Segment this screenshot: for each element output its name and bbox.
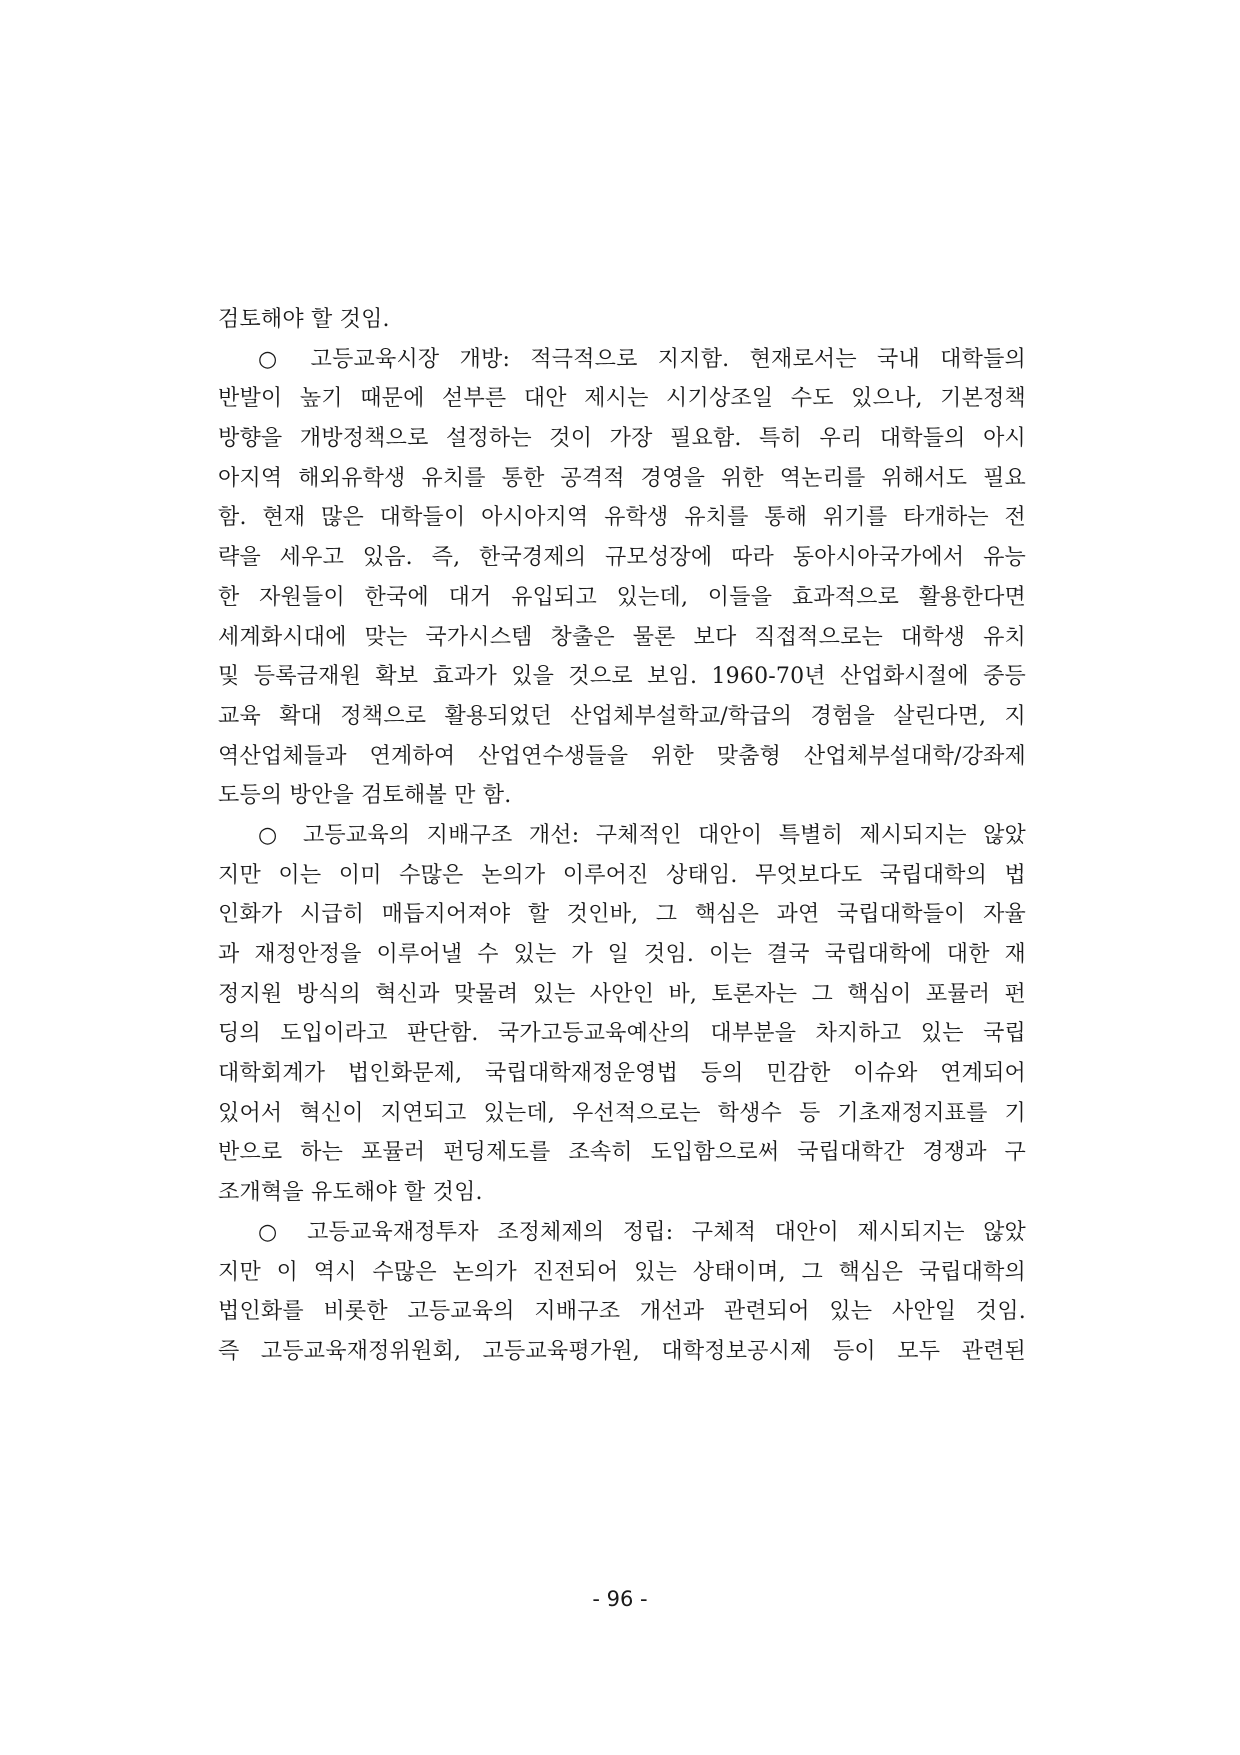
text-line: 세계화시대에 맞는 국가시스템 창출은 물론 보다 직접적으로는 대학생 유치 <box>218 624 1026 650</box>
page-number: - 96 - <box>592 1587 648 1611</box>
text-line: 방향을 개방정책으로 설정하는 것이 가장 필요함. 특히 우리 대학들의 아시 <box>218 426 1026 452</box>
text-line: 아지역 해외유학생 유치를 통한 공격적 경영을 위한 역논리를 위해서도 필요 <box>218 465 1026 491</box>
text-line: 검토해야 할 것임. <box>218 307 390 332</box>
text-line: 정지원 방식의 혁신과 맞물려 있는 사안인 바, 토론자는 그 핵심이 포뮬러 펀 <box>218 981 1026 1007</box>
text-line: 지만 이는 이미 수많은 논의가 이루어진 상태임. 무엇보다도 국립대학의 법 <box>218 862 1026 888</box>
text-line: 딩의 도입이라고 판단함. 국가고등교육예산의 대부분을 차지하고 있는 국립 <box>218 1021 1026 1047</box>
text-line: 교육 확대 정책으로 활용되었던 산업체부설학교/학급의 경험을 살린다면, 지 <box>218 703 1026 729</box>
text-line: 즉 고등교육재정위원회, 고등교육평가원, 대학정보공시제 등이 모두 관련된 <box>218 1338 1026 1364</box>
bullet-paragraph-opening-line: ○ 고등교육시장 개방: 적극적으로 지지함. 현재로서는 국내 대학들의 <box>258 346 1026 372</box>
text-line: 있어서 혁신이 지연되고 있는데, 우선적으로는 학생수 등 기초재정지표를 기 <box>218 1100 1026 1126</box>
text-line: 조개혁을 유도해야 할 것임. <box>218 1180 483 1206</box>
text-line: 함. 현재 많은 대학들이 아시아지역 유학생 유치를 통해 위기를 타개하는 전 <box>218 505 1026 531</box>
text-line: 법인화를 비롯한 고등교육의 지배구조 개선과 관련되어 있는 사안일 것임. <box>218 1299 1026 1325</box>
body-text <box>218 300 1026 1372</box>
text-line: 과 재정안정을 이루어낼 수 있는 가 일 것임. 이는 결국 국립대학에 대한 재 <box>218 942 1026 967</box>
text-line: 역산업체들과 연계하여 산업연수생들을 위한 맞춤형 산업체부설대학/강좌제 <box>218 743 1026 769</box>
text-line: 지만 이 역시 수많은 논의가 진전되어 있는 상태이며, 그 핵심은 국립대학의 <box>218 1259 1026 1285</box>
text-line: 대학회계가 법인화문제, 국립대학재정운영법 등의 민감한 이슈와 연계되어 <box>218 1061 1026 1087</box>
text-line: 및 등록금재원 확보 효과가 있을 것으로 보임. 1960-70년 산업화시절에 중등 <box>218 664 1026 690</box>
text-line: 한 자원들이 한국에 대거 유입되고 있는데, 이들을 효과적으로 활용한다면 <box>218 584 1026 610</box>
text-line: 반발이 높기 때문에 섣부른 대안 제시는 시기상조일 수도 있으나, 기본정책 <box>218 386 1026 412</box>
bullet-paragraph-opening-line: ○ 고등교육재정투자 조정체제의 정립: 구체적 대안이 제시되지는 않았 <box>258 1219 1026 1245</box>
text-line: 인화가 시급히 매듭지어져야 할 것인바, 그 핵심은 과연 국립대학들이 자율 <box>218 902 1026 928</box>
text-line: 반으로 하는 포뮬러 펀딩제도를 조속히 도입함으로써 국립대학간 경쟁과 구 <box>218 1140 1026 1166</box>
bullet-paragraph-opening-line: ○ 고등교육의 지배구조 개선: 구체적인 대안이 특별히 제시되지는 않았 <box>258 822 1026 848</box>
text-line: 도등의 방안을 검토해볼 만 함. <box>218 783 512 809</box>
text-line: 략을 세우고 있음. 즉, 한국경제의 규모성장에 따라 동아시아국가에서 유능 <box>218 545 1026 571</box>
